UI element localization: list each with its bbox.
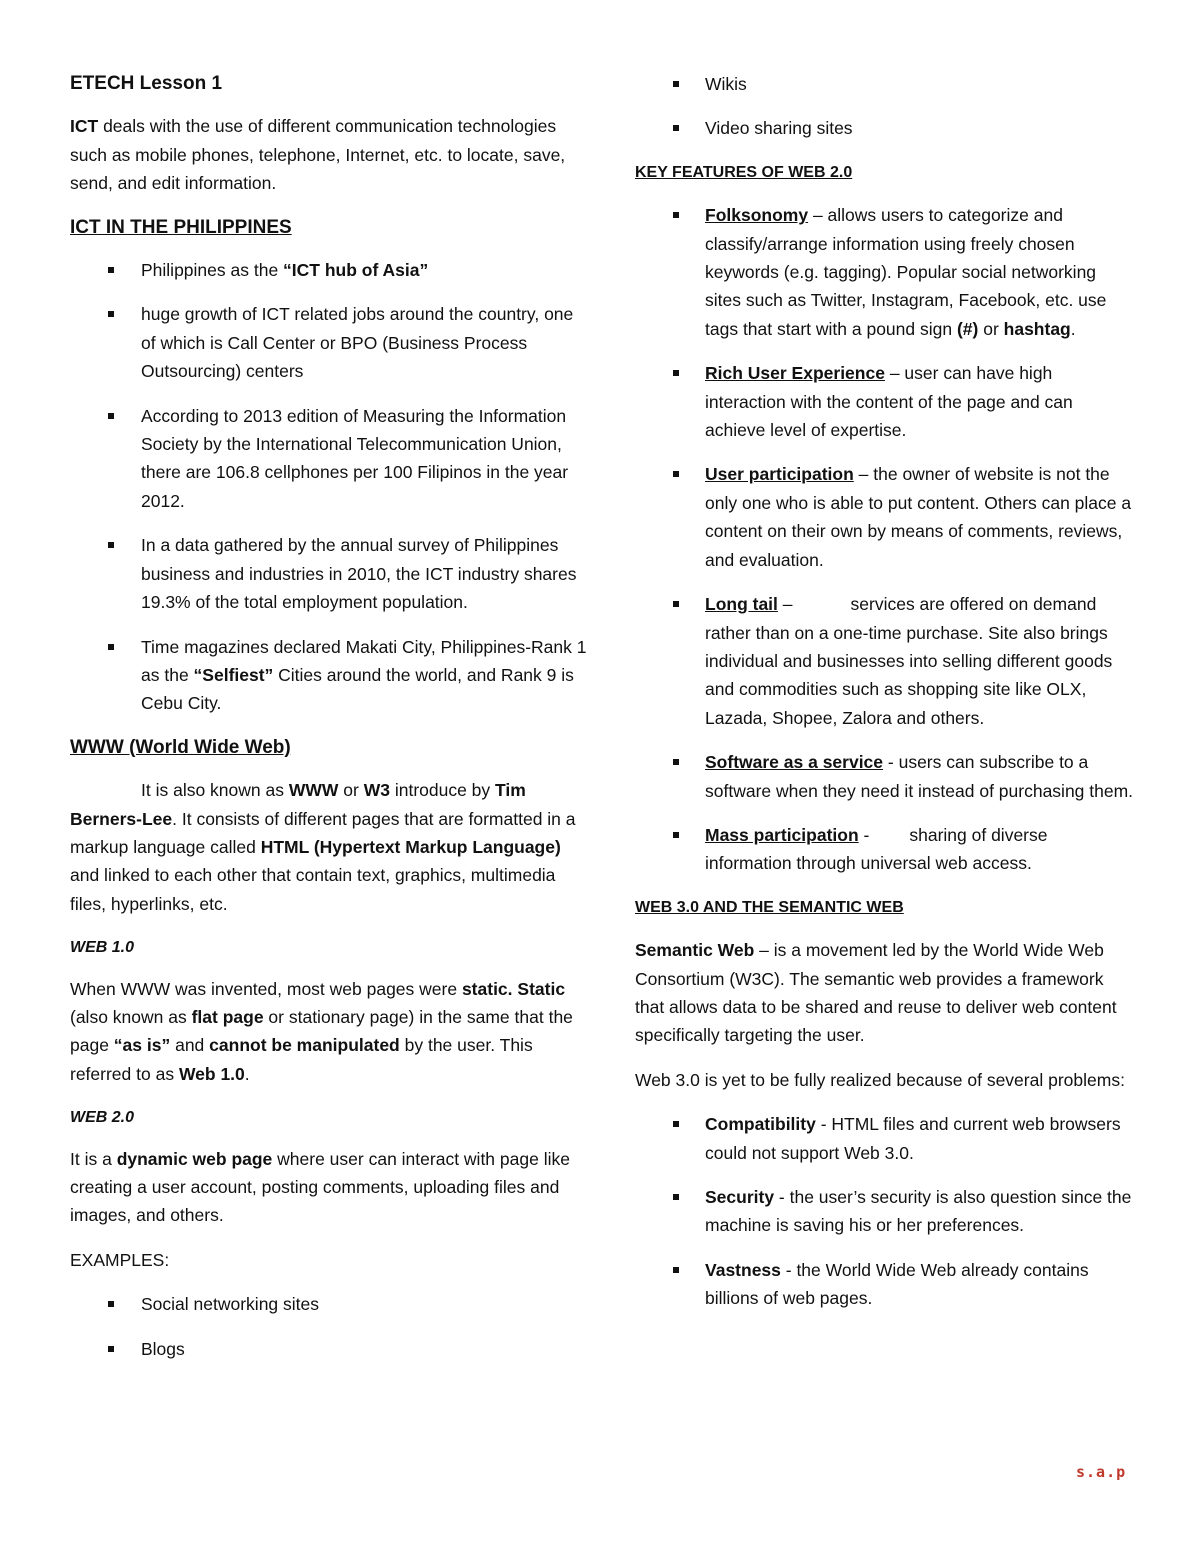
list-item: Time magazines declared Makati City, Philippines-Rank 1 as the “Selfiest” Cities around the world, and Rank 9 is Cebu City. [70, 633, 590, 718]
list-item: Folksonomy – allows users to categorize and classify/arrange information using freely chosen keywords (e.g. tagging). Popular social networking sites such as Twitter, Instagram, Facebook, etc. use tags that start with a pound sign (#) or hashtag. [635, 201, 1135, 343]
key-features-list [635, 201, 1135, 878]
square-bullet-icon [673, 125, 679, 131]
list-item: According to 2013 edition of Measuring the Information Society by the International Telecommunication Union, there are 106.8 cellphones per 100 Filipinos in the year 2012. [70, 402, 590, 516]
square-bullet-icon [108, 311, 114, 317]
list-item: Video sharing sites [635, 114, 1135, 142]
heading-ict-philippines: ICT IN THE PHILIPPINES [70, 216, 292, 238]
list-item: In a data gathered by the annual survey of Philippines business and industries in 2010, the ICT industry shares 19.3% of the total employment population. [70, 531, 590, 616]
ict-philippines-list [70, 256, 590, 718]
square-bullet-icon [673, 81, 679, 87]
examples-label: EXAMPLES: [70, 1249, 170, 1270]
square-bullet-icon [673, 759, 679, 765]
web3-problems-intro: Web 3.0 is yet to be fully realized because of several problems: [635, 1069, 1125, 1090]
square-bullet-icon [673, 1121, 679, 1127]
list-item: User participation – the owner of website is not the only one who is able to put content. Others can place a content on their own by means of comments, reviews, and evaluation. [635, 460, 1135, 574]
heading-web3: WEB 3.0 AND THE SEMANTIC WEB [635, 898, 904, 916]
square-bullet-icon [673, 832, 679, 838]
square-bullet-icon [108, 413, 114, 419]
list-item: Wikis [635, 70, 1135, 98]
list-item: Security - the user’s security is also question since the machine is saving his or her preferences. [635, 1183, 1135, 1240]
list-item: Software as a service - users can subscribe to a software when they need it instead of purchasing them. [635, 748, 1135, 805]
web3-problems-list [635, 1110, 1135, 1312]
list-item: Mass participation - sharing of diverse information through universal web access. [635, 821, 1135, 878]
square-bullet-icon [108, 644, 114, 650]
heading-web2: WEB 2.0 [70, 1109, 135, 1127]
heading-key-features: KEY FEATURES OF WEB 2.0 [635, 163, 853, 181]
square-bullet-icon [108, 1346, 114, 1352]
ict-definition: ICT deals with the use of different communication technologies such as mobile phones, telephone, Internet, etc. to locate, save, send, and edit information. [70, 116, 566, 194]
left-column [70, 70, 590, 1379]
square-bullet-icon [673, 1194, 679, 1200]
square-bullet-icon [673, 370, 679, 376]
square-bullet-icon [673, 471, 679, 477]
square-bullet-icon [108, 267, 114, 273]
document-title: ETECH Lesson 1 [70, 73, 223, 94]
examples-list-left [70, 1290, 590, 1363]
list-item: Philippines as the “ICT hub of Asia” [70, 256, 590, 284]
list-item: Long tail – services are offered on demand rather than on a one-time purchase. Site also brings individual and businesses into selling different goods and commodities such as shopping site like OLX, Lazada, Shopee, Zalora and others. [635, 590, 1135, 732]
list-item: huge growth of ICT related jobs around the country, one of which is Call Center or BPO (Business Process Outsourcing) centers [70, 300, 590, 385]
square-bullet-icon [673, 601, 679, 607]
list-item: Blogs [70, 1335, 590, 1363]
web2-paragraph: It is a dynamic web page where user can interact with page like creating a user account, posting comments, uploading files and images, and others. [70, 1148, 570, 1226]
author-signature: s.a.p [1076, 1463, 1127, 1481]
heading-web1: WEB 1.0 [70, 939, 135, 957]
web1-paragraph: When WWW was invented, most web pages were static. Static (also known as flat page or stationary page) in the same that the page “as is” and cannot be manipulated by the user. This referred to as Web 1.0. [70, 978, 573, 1084]
square-bullet-icon [673, 1267, 679, 1273]
list-item: Compatibility - HTML files and current web browsers could not support Web 3.0. [635, 1110, 1135, 1167]
square-bullet-icon [108, 542, 114, 548]
heading-www: WWW (World Wide Web) [70, 736, 291, 758]
www-paragraph: It is also known as WWW or W3 introduce by Tim Berners-Lee. It consists of different pages that are formatted in a markup language called HTML (Hypertext Markup Language) and linked to each other that contain text, graphics, multimedia files, hyperlinks, etc. [70, 780, 576, 914]
list-item: Vastness - the World Wide Web already contains billions of web pages. [635, 1256, 1135, 1313]
examples-list-right [635, 70, 1135, 143]
list-item: Social networking sites [70, 1290, 590, 1318]
right-column [635, 70, 1135, 1329]
square-bullet-icon [673, 212, 679, 218]
square-bullet-icon [108, 1301, 114, 1307]
list-item: Rich User Experience – user can have high interaction with the content of the page and can achieve level of expertise. [635, 359, 1135, 444]
semantic-web-paragraph: Semantic Web – is a movement led by the World Wide Web Consortium (W3C). The semantic web provides a framework that allows data to be shared and reuse to deliver web content specifically targeting the user. [635, 940, 1117, 1046]
ict-term: ICT [70, 116, 99, 137]
